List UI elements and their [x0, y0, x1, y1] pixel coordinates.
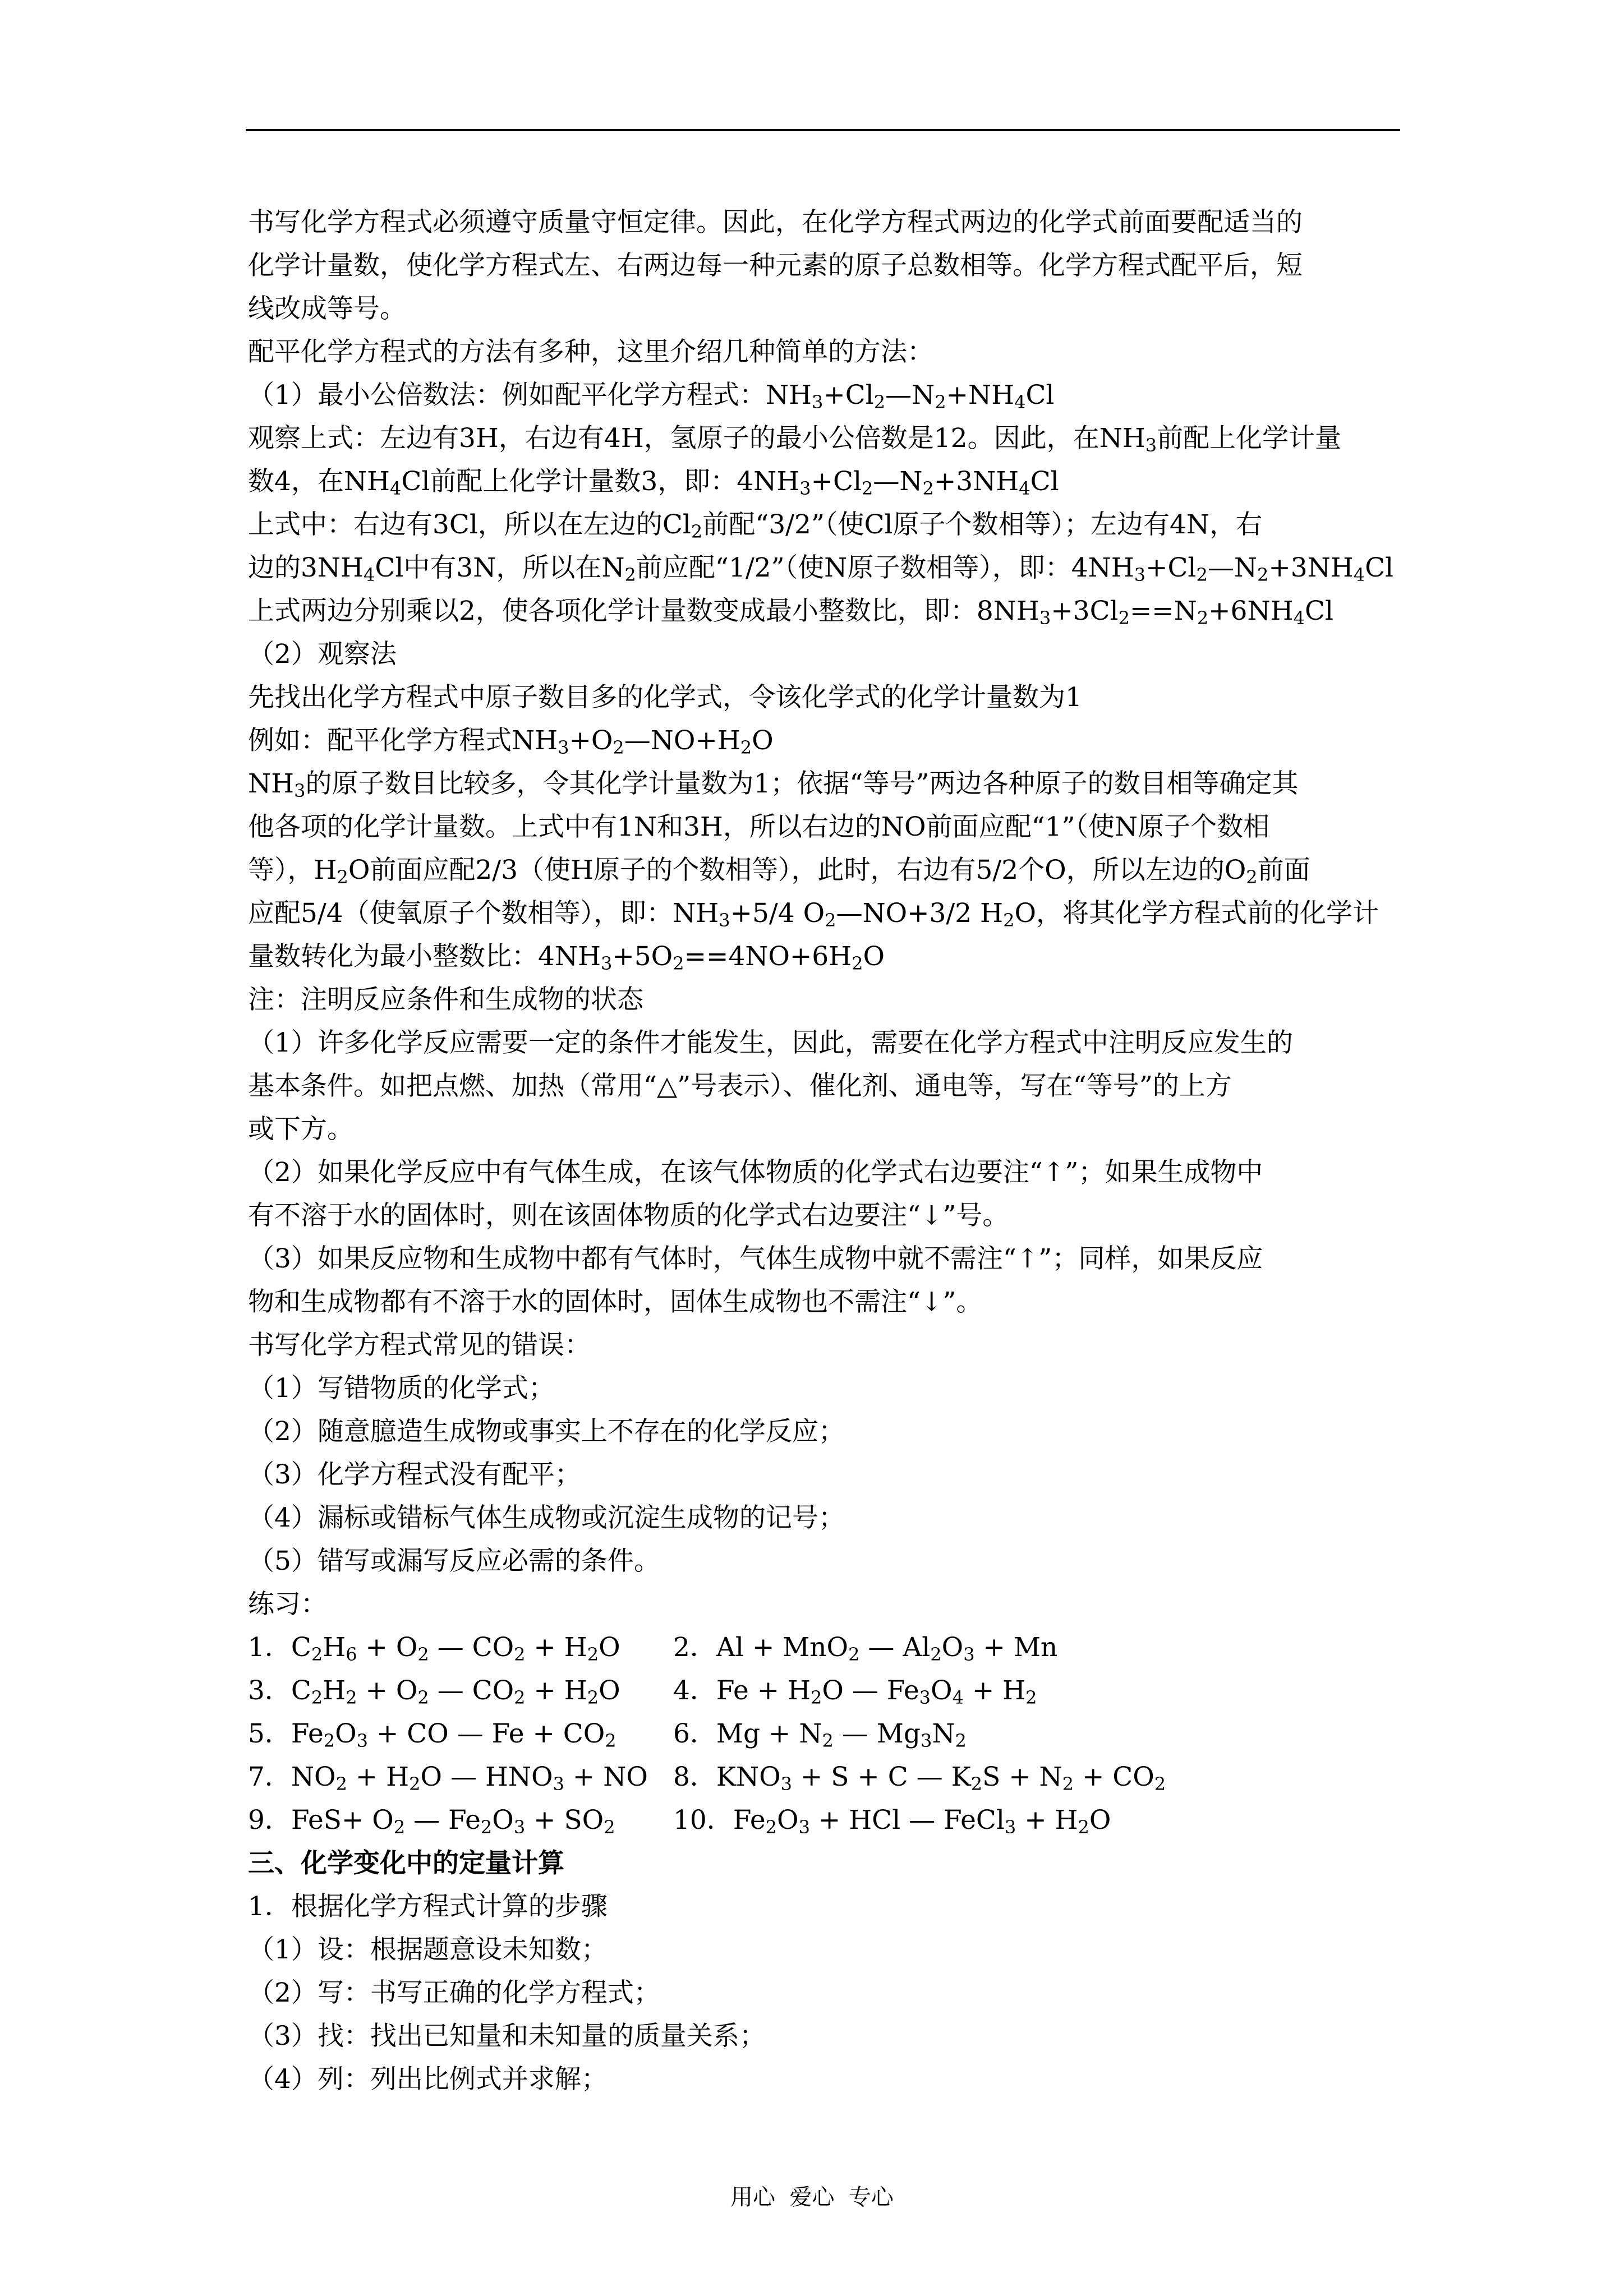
subscript: 2 [765, 1816, 778, 1838]
subscript: 2 [417, 1687, 429, 1708]
subscript: 4 [364, 564, 375, 585]
subscript: 2 [811, 1687, 822, 1708]
exercise-row [248, 1626, 1404, 1669]
calc-step-line: （2）写：书写正确的化学方程式； [248, 1977, 660, 2008]
subscript: 4 [952, 1687, 964, 1708]
method1-equation: $NH_3+Cl_2—N_2+NH_4Cl$ [765, 380, 1055, 413]
subscript: 2 [1025, 1687, 1037, 1708]
intro-paragraph [248, 201, 1404, 374]
method2-text-line-3: 等），$H_2O$前面应配2/3（使H原子的个数相等），此时，右边有5/2个O，所以左边的$O_2$前面 [248, 855, 1310, 888]
section-3-title: 三、化学变化中的定量计算 [248, 1848, 564, 1879]
intro-line: 线改成等号。 [248, 293, 406, 324]
notes-line: 或下方。 [248, 1114, 353, 1145]
subscript: 3 [1004, 1816, 1016, 1838]
method1-observe-line-1: 观察上式：左边有3H，右边有4H，氢原子的最小公倍数是12。因此，在$NH_3$前配上化学计量 [248, 423, 1342, 456]
subscript: 3 [920, 1730, 932, 1751]
subscript: 3 [1145, 435, 1157, 456]
subscript: 2 [624, 564, 636, 585]
document-body [248, 201, 1404, 2101]
intro-line: 配平化学方程式的方法有多种，这里介绍几种简单的方法： [248, 336, 933, 367]
calc-step-line: 1．根据化学方程式计算的步骤 [248, 1891, 608, 1922]
subscript: 2 [862, 478, 873, 499]
subscript: 2 [323, 1730, 335, 1751]
subscript: 3 [812, 391, 823, 413]
exercise-item: 2．Al + MnO$_2$ — $Al_2O_3 + Mn$ [673, 1632, 1058, 1665]
exercise-item: 1．$C_2H_6 + O_2$ — $CO_2 + H_2O$ [248, 1632, 620, 1665]
subscript: 2 [852, 953, 863, 974]
exercise-row [248, 1755, 1404, 1799]
calculation-steps [248, 1885, 1404, 2101]
subscript: 4 [390, 478, 402, 499]
exercise-list [248, 1626, 1404, 1842]
intro-line: 书写化学方程式必须遵守质量守恒定律。因此，在化学方程式两边的化学式前面要配适当的 [248, 207, 1303, 238]
notes-block [248, 978, 1404, 1626]
method2-text-line-5: 量数转化为最小整数比：$4NH_3+5O_2==4NO+6H_2O$ [248, 941, 885, 974]
subscript: 3 [294, 780, 306, 801]
subscript: 2 [605, 1730, 617, 1751]
subscript: 3 [558, 737, 569, 758]
subscript: 2 [922, 478, 934, 499]
exercise-item: 3．$C_2H_2 + O_2$ — $CO_2 + H_2O$ [248, 1675, 620, 1708]
subscript: 2 [335, 1773, 347, 1795]
subscript: 3 [553, 1773, 564, 1795]
method2-text-line-2: 他各项的化学计量数。上式中有1N和3H，所以右边的NO前面应配“1”（使N原子个数相 [248, 812, 1270, 842]
subscript: 2 [1003, 910, 1015, 931]
method2-label: （2）观察法 [248, 639, 397, 670]
subscript: 2 [1154, 1773, 1166, 1795]
subscript: 2 [393, 1816, 406, 1838]
notes-line: （5）错写或漏写反应必需的条件。 [248, 1546, 660, 1576]
method2-text-line-4: 应配5/4（使氧原子个数相等），即：$NH_3+5/4$ $O_2—NO+3/2$ $H_2O$，将其化学方程式前的化学计 [248, 898, 1379, 931]
notes-line: 基本条件。如把点燃、加热（常用“△”号表示）、催化剂、通电等，写在“等号”的上方 [248, 1071, 1232, 1101]
subscript: 2 [409, 1773, 421, 1795]
notes-line: （1）写错物质的化学式； [248, 1373, 555, 1404]
subscript: 3 [1039, 607, 1051, 629]
method1-observe-line-2: 数4，在$NH_4Cl$前配上化学计量数3，即：$4NH_3+Cl_2—N_2+3NH_4Cl$ [248, 466, 1059, 499]
notes-line: 物和生成物都有不溶于水的固体时，固体生成物也不需注“↓”。 [248, 1287, 983, 1317]
notes-line: 有不溶于水的固体时，则在该固体物质的化学式右边要注“↓”号。 [248, 1200, 1009, 1231]
subscript: 2 [848, 1644, 860, 1665]
method2-block [248, 633, 1404, 978]
subscript: 2 [480, 1816, 493, 1838]
exercise-item: 5．$Fe_2O_3$ + CO — $Fe + CO_2$ [248, 1718, 617, 1751]
subscript: 2 [825, 910, 836, 931]
subscript: 2 [417, 1644, 429, 1665]
subscript: 2 [955, 1730, 967, 1751]
subscript: 2 [740, 737, 752, 758]
subscript: 2 [613, 737, 624, 758]
subscript: 2 [1078, 1816, 1089, 1838]
method1-block [248, 374, 1404, 633]
method1-multiply-line: 上式两边分别乘以2，使各项化学计量数变成最小整数比，即：$8NH_3+3Cl_2==N_2+6NH_4Cl$ [248, 596, 1333, 629]
subscript: 3 [919, 1687, 931, 1708]
subscript: 3 [963, 1644, 975, 1665]
method2-example: 例如：配平化学方程式$NH_3+O_2—NO+H_2O$ [248, 725, 774, 758]
subscript: 3 [356, 1730, 369, 1751]
subscript: 2 [337, 866, 348, 888]
intro-line: 化学计量数，使化学方程式左、右两边每一种元素的原子总数相等。化学方程式配平后，短 [248, 250, 1303, 281]
subscript: 3 [513, 1816, 526, 1838]
subscript: 2 [1062, 1773, 1074, 1795]
exercise-item: 8．$KNO_3 + S + C$ — $K_2S + N_2 + CO_2$ [673, 1762, 1166, 1795]
subscript: 4 [1014, 391, 1026, 413]
subscript: 3 [601, 953, 613, 974]
method1-above-line-2: 边的$3NH_4Cl$中有3N，所以在$N_2$前应配“1/2”（使N原子数相等），即：$4NH_3+Cl_2—N_2+3NH_4Cl$ [248, 552, 1394, 585]
subscript: 2 [1196, 564, 1208, 585]
subscript: 2 [691, 521, 703, 542]
subscript: 3 [799, 478, 811, 499]
notes-line: （4）漏标或错标气体生成物或沉淀生成物的记号； [248, 1502, 845, 1533]
subscript: 2 [604, 1816, 615, 1838]
subscript: 2 [346, 1687, 357, 1708]
subscript: 2 [1118, 607, 1130, 629]
subscript: 4 [1293, 607, 1305, 629]
subscript: 2 [873, 391, 886, 413]
subscript: 3 [1134, 564, 1146, 585]
subscript: 2 [930, 1644, 942, 1665]
method2-text-line-1: $NH_3$的原子数目比较多，令其化学计量数为1；依据“等号”两边各种原子的数目相等确定其 [248, 768, 1299, 801]
notes-line: （3）如果反应物和生成物中都有气体时，气体生成物中就不需注“↑”；同样，如果反应 [248, 1243, 1263, 1274]
calc-step-line: （1）设：根据题意设未知数； [248, 1934, 608, 1965]
header-rule [246, 129, 1400, 131]
exercise-item: 7．$NO_2 + H_2O$ — $HNO_3$ + NO [248, 1762, 648, 1795]
subscript: 2 [1197, 607, 1209, 629]
notes-line: 练习： [248, 1589, 327, 1620]
method1-above-line-1: 上式中：右边有3Cl，所以在左边的$Cl_2$前配“3/2”（使Cl原子个数相等）；左边有4N，右 [248, 509, 1262, 542]
exercise-item: 10．$Fe_2O_3$ + HCl — FeCl$_3$ + $H_2O$ [673, 1805, 1111, 1838]
exercise-item: 4．$Fe + H_2O$ — $Fe_3O_4 + H_2$ [673, 1675, 1037, 1708]
subscript: 2 [673, 953, 684, 974]
notes-line: （3）化学方程式没有配平； [248, 1459, 581, 1490]
subscript: 2 [1257, 564, 1269, 585]
subscript: 2 [1246, 866, 1258, 888]
subscript: 3 [719, 910, 730, 931]
notes-line: 书写化学方程式常见的错误： [248, 1330, 591, 1361]
subscript: 2 [514, 1687, 526, 1708]
exercise-row [248, 1799, 1404, 1842]
notes-line: （2）如果化学反应中有气体生成，在该气体物质的化学式右边要注“↑”；如果生成物中 [248, 1157, 1263, 1188]
subscript: 3 [798, 1816, 810, 1838]
exercise-row [248, 1669, 1404, 1712]
method1-label-line [248, 374, 1404, 417]
exercise-item: 6．$Mg + N_2$ — $Mg_3N_2$ [673, 1718, 967, 1751]
method1-label: （1）最小公倍数法：例如配平化学方程式： [248, 380, 766, 411]
subscript: 2 [311, 1687, 323, 1708]
exercise-item: 9．$FeS+ O_2$ — $Fe_2O_3 + SO_2$ [248, 1805, 615, 1838]
subscript: 2 [587, 1687, 599, 1708]
subscript: 6 [346, 1644, 357, 1665]
subscript: 3 [780, 1773, 793, 1795]
subscript: 2 [311, 1644, 323, 1665]
method2-line-1: 先找出化学方程式中原子数目多的化学式，令该化学式的化学计量数为1 [248, 682, 1082, 713]
subscript: 2 [514, 1644, 526, 1665]
page-footer: 用心 爱心 专心 [730, 2184, 894, 2210]
exercise-row [248, 1712, 1404, 1755]
subscript: 2 [970, 1773, 983, 1795]
subscript: 2 [587, 1644, 599, 1665]
notes-line: 注：注明反应条件和生成物的状态 [248, 984, 643, 1015]
calc-step-line: （3）找：找出已知量和未知量的质量关系； [248, 2021, 766, 2051]
notes-line: （1）许多化学反应需要一定的条件才能发生，因此，需要在化学方程式中注明反应发生的 [248, 1027, 1293, 1058]
subscript: 2 [935, 391, 946, 413]
calc-step-line: （4）列：列出比例式并求解； [248, 2064, 608, 2095]
subscript: 4 [1353, 564, 1365, 585]
notes-line: （2）随意臆造生成物或事实上不存在的化学反应； [248, 1416, 845, 1447]
subscript: 2 [822, 1730, 834, 1751]
subscript: 4 [1019, 478, 1030, 499]
